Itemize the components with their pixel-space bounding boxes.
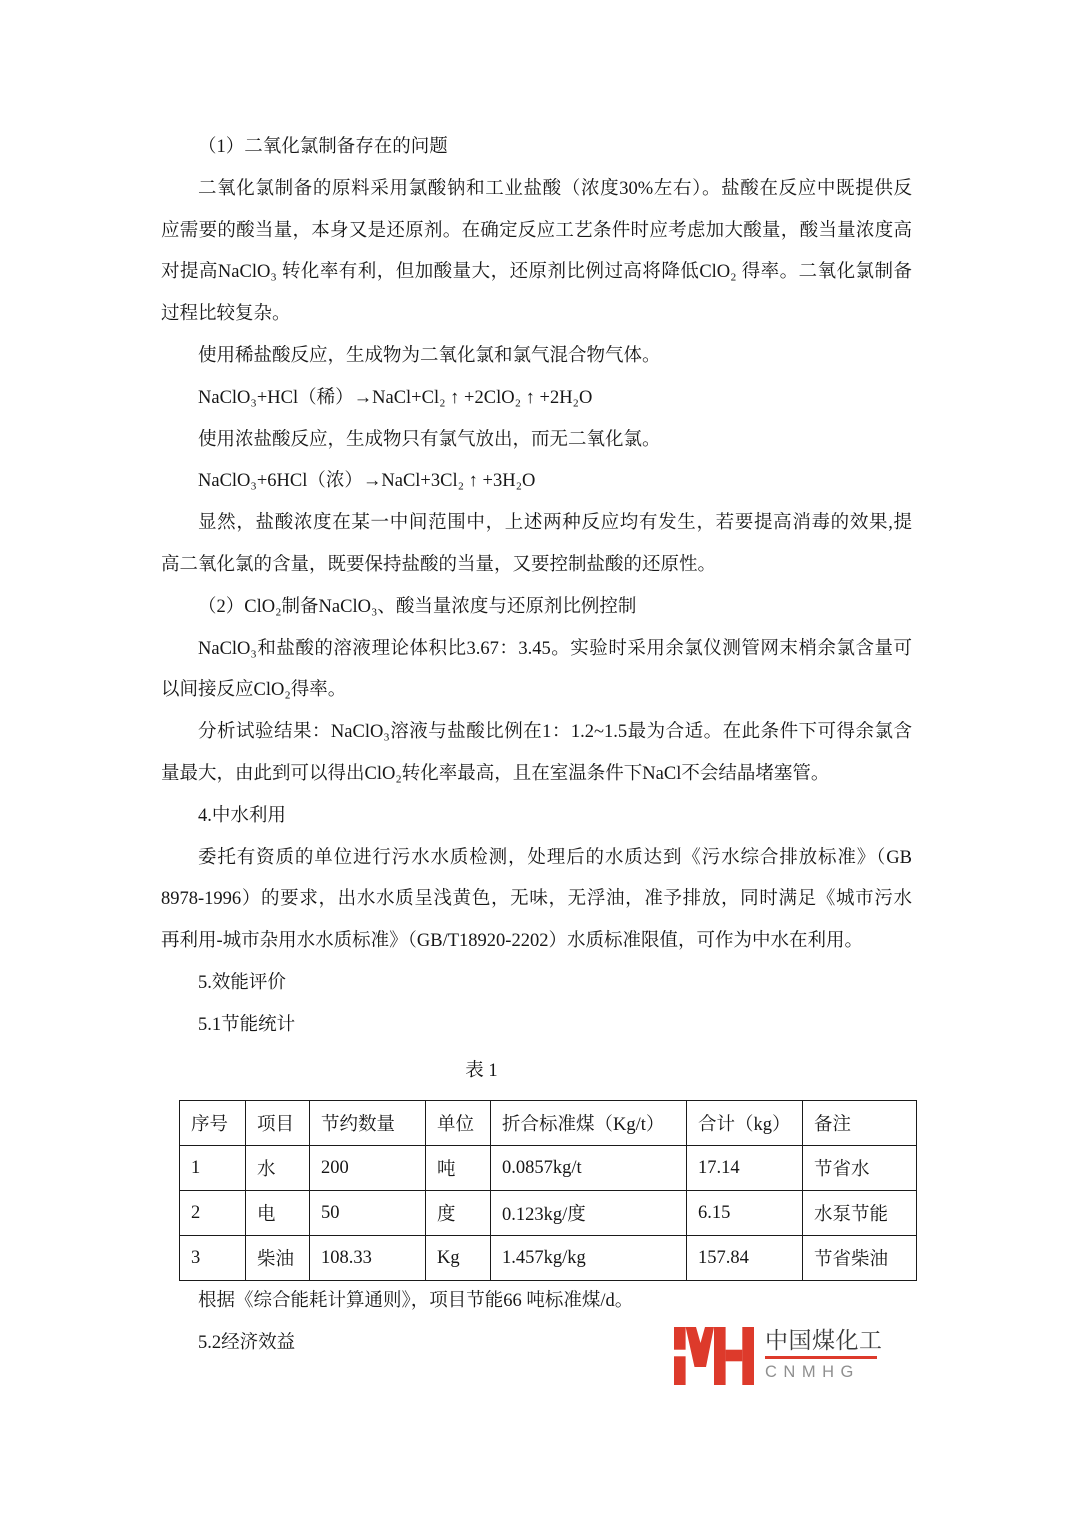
paragraph-line: 根据《综合能耗计算通则》，项目节能66 吨标准煤/d。 [198, 1291, 634, 1312]
formula-line: NaClO₃+HCl（稀）→NaCl+Cl₂ ↑ +2ClO₂ ↑ +2H₂O [198, 387, 593, 408]
table-cell: 水泵节能 [803, 1191, 917, 1236]
table-cell: Kg [426, 1236, 491, 1281]
table-cell: 水 [246, 1146, 310, 1191]
table-row [180, 1146, 917, 1191]
paragraph-line: 高二氧化氯的含量，既要保持盐酸的当量，又要控制盐酸的还原性。 [161, 554, 717, 575]
table-cell: 50 [310, 1191, 426, 1236]
logo-mark-icon [674, 1327, 755, 1385]
heading-line: （1）二氧化氯制备存在的问题 [198, 137, 448, 157]
paragraph-line: NaClO₃和盐酸的溶液理论体积比3.67：3.45。实验时采用余氯仪测管网末梢余氯含量可 [198, 638, 912, 659]
table-header-cell: 备注 [803, 1101, 917, 1146]
table-cell: 1 [180, 1146, 246, 1191]
table-cell: 吨 [426, 1146, 491, 1191]
heading-line: 5.1节能统计 [198, 1014, 296, 1035]
table-cell: 1.457kg/kg [491, 1236, 687, 1281]
table-cell: 2 [180, 1191, 246, 1236]
table-row [180, 1191, 917, 1236]
paragraph-line: 以间接反应ClO₂得率。 [161, 680, 347, 701]
paragraph-line: 再利用-城市杂用水水质标准》（GB/T18920-2202）水质标准限值，可作为中水在利用。 [161, 931, 863, 952]
table-header-row [180, 1101, 917, 1146]
paragraph-line: 二氧化氯制备的原料采用氯酸钠和工业盐酸（浓度30%左右）。盐酸在反应中既提供反 [198, 178, 912, 199]
table-row [180, 1236, 917, 1281]
table-header-cell: 项目 [246, 1101, 310, 1146]
table-cell: 6.15 [687, 1191, 803, 1236]
table-cell: 17.14 [687, 1146, 803, 1191]
table-cell: 3 [180, 1236, 246, 1281]
table-cell: 157.84 [687, 1236, 803, 1281]
table-header-cell: 折合标准煤（Kg/t） [491, 1101, 687, 1146]
table-header-cell: 序号 [180, 1101, 246, 1146]
paragraph-line: 量最大，由此到可以得出ClO₂转化率最高，且在室温条件下NaCl不会结晶堵塞管。 [161, 763, 830, 784]
table-cell: 节省水 [803, 1146, 917, 1191]
paragraph-line: 8978-1996）的要求，出水水质呈浅黄色，无味，无浮油，准予排放，同时满足《城市污水 [161, 889, 912, 910]
logo-company-name: 中国煤化工 [765, 1327, 883, 1353]
heading-line: 5.2经济效益 [198, 1333, 296, 1354]
energy-saving-table [179, 1100, 917, 1281]
logo-underline [765, 1356, 877, 1359]
logo-text [765, 1327, 883, 1380]
table-cell: 200 [310, 1146, 426, 1191]
paragraph-line: 应需要的酸当量，本身又是还原剂。在确定反应工艺条件时应考虑加大酸量，酸当量浓度高 [161, 220, 912, 241]
table-cell: 0.123kg/度 [491, 1191, 687, 1236]
heading-line: 4.中水利用 [198, 805, 286, 826]
formula-line: NaClO₃+6HCl（浓）→NaCl+3Cl₂ ↑ +3H₂O [198, 471, 536, 492]
table-cell: 0.0857kg/t [491, 1146, 687, 1191]
company-logo [674, 1327, 883, 1385]
logo-abbreviation: CNMHG [765, 1362, 860, 1381]
table-cell: 节省柴油 [803, 1236, 917, 1281]
paragraph-line: 使用浓盐酸反应，生成物只有氯气放出，而无二氧化氯。 [198, 429, 661, 450]
paragraph-line: 显然，盐酸浓度在某一中间范围中，上述两种反应均有发生，若要提高消毒的效果,提 [198, 513, 912, 534]
paragraph-line: 委托有资质的单位进行污水水质检测，处理后的水质达到《污水综合排放标准》（GB [198, 847, 912, 868]
table-header-cell: 合计（kg） [687, 1101, 803, 1146]
document-body [161, 0, 912, 1365]
table-cell: 108.33 [310, 1236, 426, 1281]
table-cell: 电 [246, 1191, 310, 1236]
paragraph-line: 过程比较复杂。 [161, 304, 291, 325]
paragraph-line: 分析试验结果：NaClO₃溶液与盐酸比例在1：1.2~1.5最为合适。在此条件下可得余氯含 [198, 722, 912, 743]
table-cell: 柴油 [246, 1236, 310, 1281]
heading-line: 5.效能评价 [198, 972, 286, 993]
paragraph-line: 对提高NaClO₃ 转化率有利，但加酸量大，还原剂比例过高将降低ClO₂ 得率。二氧化氯制备 [161, 262, 912, 283]
table-cell: 度 [426, 1191, 491, 1236]
table-header-cell: 节约数量 [310, 1101, 426, 1146]
table-caption: 表 1 [465, 1060, 498, 1081]
table-header-cell: 单位 [426, 1101, 491, 1146]
heading-line: （2）ClO₂制备NaClO₃、酸当量浓度与还原剂比例控制 [198, 596, 637, 617]
paragraph-line: 使用稀盐酸反应，生成物为二氧化氯和氯气混合物气体。 [198, 345, 661, 366]
